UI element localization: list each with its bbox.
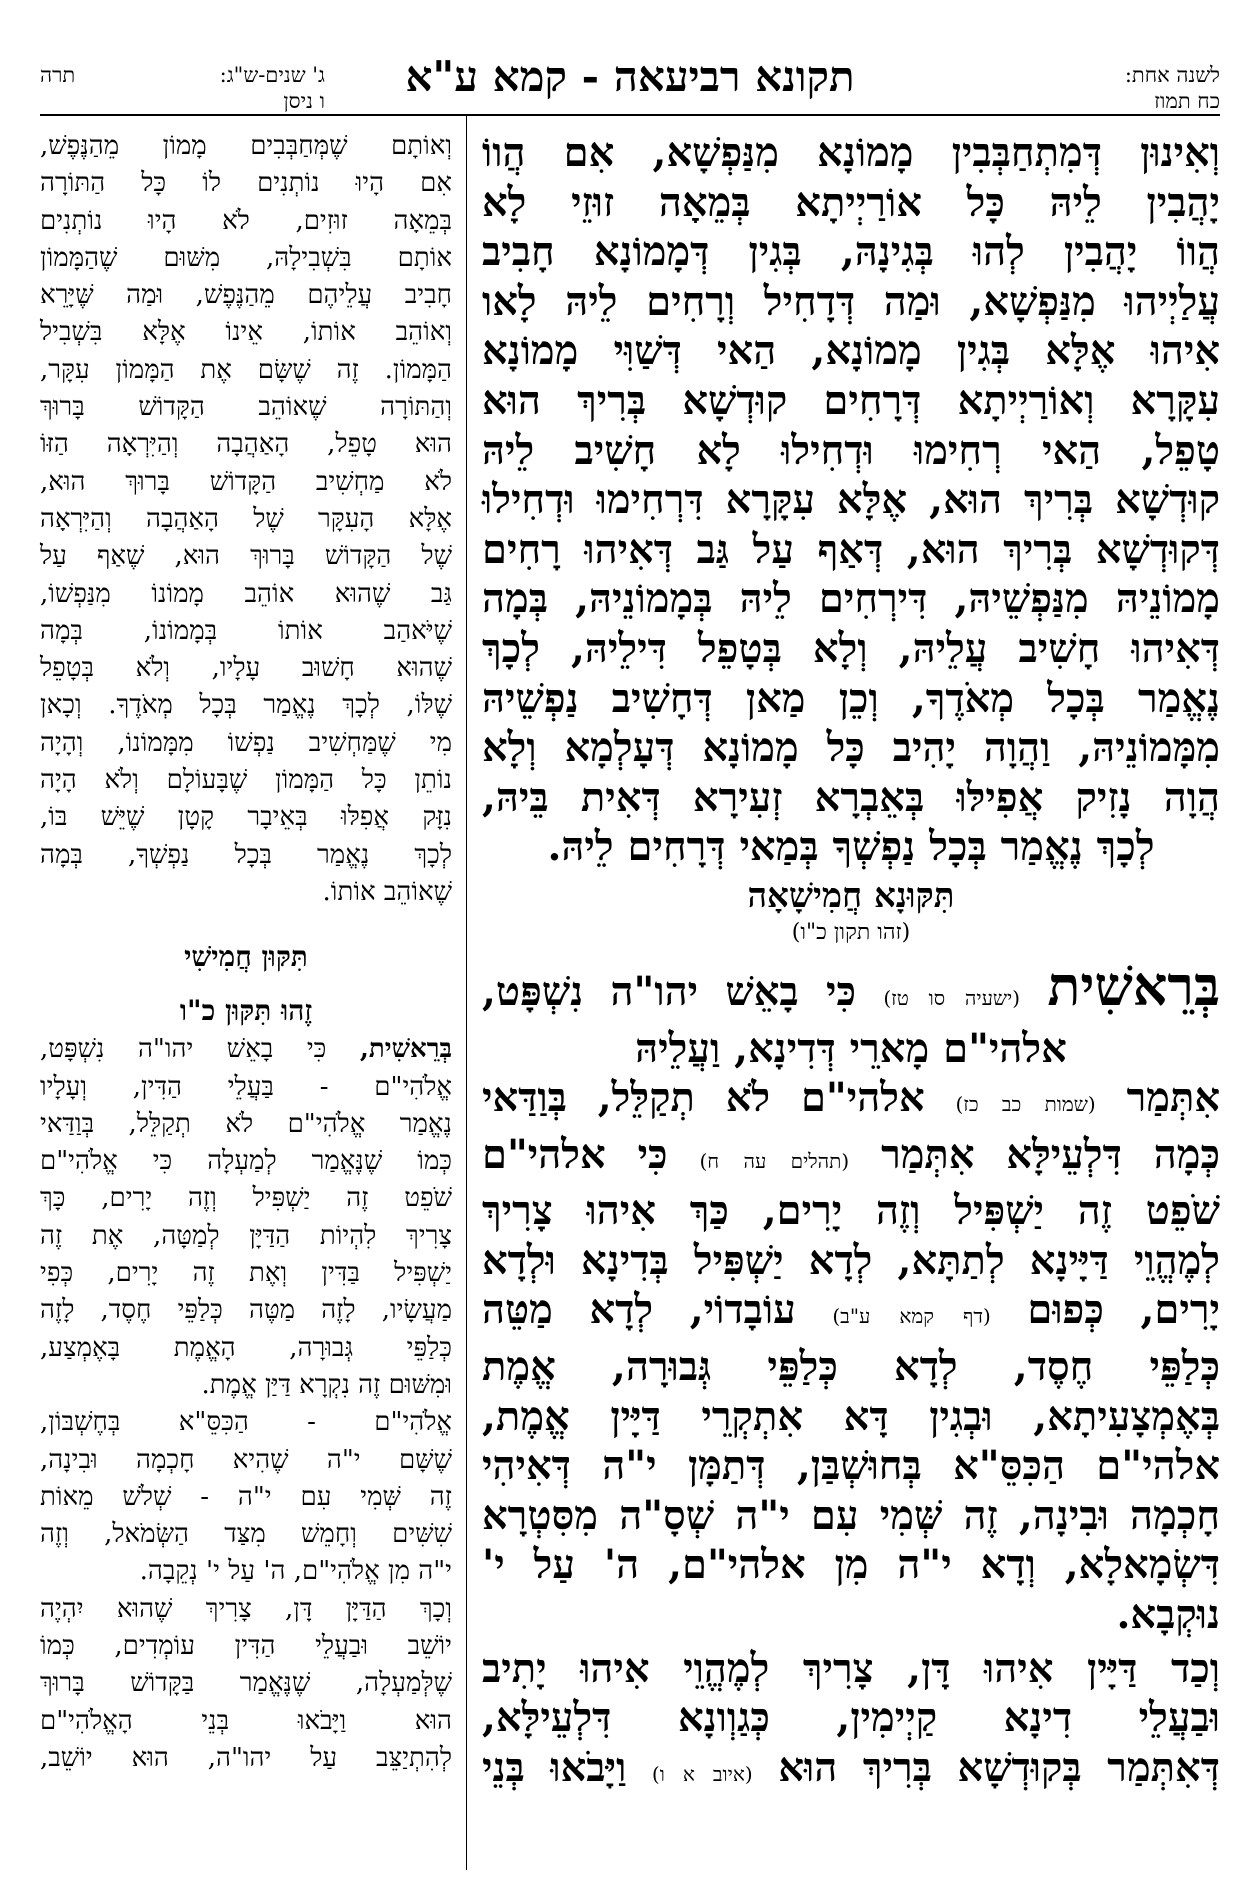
- commentary-line: שִׁשִּׁים וְחָמֵשׁ מִצַּד הַשְּׂמֹאל, וְזֶה: [40, 1519, 452, 1550]
- verse-reference: (שמות כב כז): [955, 1092, 1096, 1117]
- commentary-line: הַמָּמוֹן. זֶה שֶׁשָּׂם אֶת הַמָּמוֹן עִקָּר,: [40, 354, 452, 385]
- commentary-paragraph-1: [40, 128, 452, 911]
- header-schedule-one-year-date: כח תמוז: [1154, 89, 1220, 113]
- opening-word: בְּרֵאשִׁית,: [359, 1034, 452, 1065]
- main-line: דְּאִיהוּ חָשִׁיב עֲלֵיהּ, וְלָא בְּטָפֵל דִּילֵיהּ, לְכָךְ: [482, 624, 1220, 672]
- commentary-line: אִם הָיוּ נוֹתְנִים לוֹ כָּל הַתּוֹרָה: [40, 168, 452, 199]
- commentary-line: יַשְׁפִּיל בַּדִּין וְאֶת זֶה יָרִים, כְּפִי: [40, 1258, 452, 1289]
- header-page-number: [40, 62, 75, 88]
- main-line: דִּשְׂמָאלָא, וְדָא י"ה מִן אלהי"ם, ה' עַל י': [482, 1541, 1220, 1589]
- main-line-text: יָרִים, כְּפוּם: [1027, 1286, 1220, 1334]
- commentary-line: מִי שֶׁמַּחְשִׁיב נַפְשׁוֹ מִמָּמוֹנוֹ, וְהָיָה: [40, 727, 452, 758]
- commentary-line: נוֹתֵן כָּל הַמָּמוֹן שֶׁבָּעוֹלָם וְלֹא הָיָה: [40, 765, 452, 796]
- main-line: שֹׁפֵט זֶה יַשְׁפִּיל וְזֶה יָרִים, כַּךְ אִיהוּ צָרִיךְ: [482, 1187, 1220, 1235]
- commentary-line: נִזָּק אֲפִלּוּ בְּאֵיבָר קָטָן שֶׁיֵּשׁ בּוֹ,: [40, 802, 452, 833]
- commentary-line: לְהִתְיַצֵּב עַל יהו"ה, הוּא יוֹשֵׁב,: [40, 1742, 452, 1773]
- verse-reference: (איוב א ו): [651, 1761, 753, 1786]
- commentary-line: שֶׁיֹּאהַב אוֹתוֹ בְּמָמוֹנוֹ, בְּמָה: [40, 615, 452, 646]
- commentary-line: אוֹתָם בִּשְׁבִילָהּ, מִשּׁוּם שֶׁהַמָּמוֹן: [40, 242, 452, 273]
- commentary-line: שֶׁל הַקָּדוֹשׁ בָּרוּךְ הוּא, שֶׁאַף עַל: [40, 541, 452, 572]
- verse-reference: (ישעיה סו טז): [883, 985, 1021, 1010]
- main-line: וְאִינוּן דְּמִתְחַבְּבִין מָמוֹנָא מִנַּפְשָׁא, אִם הֲווֹ: [482, 129, 1220, 176]
- header-schedule-three-years: [140, 62, 325, 114]
- commentary-column: [40, 128, 452, 1777]
- main-line: כְּלַפֵּי חֶסֶד, לְדָא כְּלַפֵּי גְּבוּרָה, אֱמֶת: [482, 1343, 1220, 1391]
- page-title: תקונא רביעאה - קמא ע"א: [405, 52, 855, 101]
- main-line: דְּקוּדְשָׁא בְּרִיךְ הוּא, דְּאַף עַל גַּב דְּאִיהוּ רָחִים: [482, 525, 1220, 573]
- main-line: [482, 1285, 1220, 1342]
- main-line: וּבַעֲלֵי דִינָא קַיְימִין, כְּגַוְונָא דִּלְעֵילָּא,: [482, 1694, 1220, 1742]
- header-schedule-one-year-label: לשנה אחת:: [1124, 63, 1220, 87]
- main-line: בְּאֶמְצָעִיתָא, וּבְגִין דָּא אִתְקְרֵי דַּיָּין אֱמֶת,: [482, 1392, 1220, 1440]
- main-line: מָמוֹנֵיהּ מִנַּפְשֵׁיהּ, דִּירְחִים לֵיהּ בְּמָמוֹנֵיהּ, בְּמָה: [482, 575, 1220, 623]
- commentary-line: שֹׁפֵט זֶה יַשְׁפִּיל וְזֶה יָרִים, כָּךְ: [40, 1183, 452, 1214]
- commentary-section-subtitle: זֶהוּ תִּקּוּן כ"ו: [179, 994, 313, 1028]
- main-line: טָפֵל, הַאי רְחִימוּ וּדְחִילוּ לָא חָשִׁיב לֵיהּ: [482, 426, 1220, 474]
- commentary-line-text: כִּי בָאֵשׁ יהו"ה נִשְׁפָּט,: [40, 1034, 360, 1065]
- header-page-number-text: תרה: [40, 63, 76, 87]
- main-line: אִיהוּ אֶלָּא בְּגִין מָמוֹנָא, הַאי דְּשַׁוִּי מָמוֹנָא: [482, 327, 1220, 375]
- commentary-line: הוּא טָפֵל, הָאַהֲבָה וְהַיִּרְאָה הַזּוֹ: [40, 429, 452, 460]
- main-line: חָכְמָה וּבִינָה, זֶה שְּׁמִי עִם י"ה שְׁסָ"ה מִסִּטְרָא: [482, 1491, 1220, 1539]
- commentary-line: שֶׁלְּמַעְלָה, שֶׁנֶּאֱמַר בַּקָּדוֹשׁ בָּרוּךְ: [40, 1668, 452, 1699]
- commentary-line: אֶלָּא הָעִקָּר שֶׁל הָאַהֲבָה וְהַיִּרְאָה: [40, 503, 452, 534]
- commentary-line: אֱלֹהִי"ם - בַּעֲלֵי הַדִּין, וְעָלָיו: [40, 1071, 452, 1102]
- commentary-line: חָבִיב עֲלֵיהֶם מֵהַנֶּפֶשׁ, וּמַה שֶּׁיָּרֵא: [40, 280, 452, 311]
- main-line-text: וַיָּבֹאוּ בְּנֵי: [482, 1743, 627, 1791]
- commentary-section-title: תִּקּוּן חֲמִישִׁי: [184, 940, 308, 974]
- commentary-line: וְאוֹהֵב אוֹתוֹ, אֵינוֹ אֶלָּא בִּשְׁבִיל: [40, 317, 452, 348]
- main-line: עִקָּרָא וְאוֹרַיְיתָא דְּרָחִים קוּדְשָׁא בְּרִיךְ הוּא: [482, 376, 1220, 424]
- commentary-line: צָרִיךְ לִהְיוֹת הַדַּיָּן לְמַטָּה, אֶת זֶה: [40, 1220, 452, 1251]
- main-paragraph-2: [482, 953, 1221, 1640]
- commentary-line: לֹא מַחְשִׁיב הַקָּדוֹשׁ בָּרוּךְ הוּא,: [40, 466, 452, 497]
- header-schedule-one-year: [1020, 62, 1220, 114]
- commentary-line: נֶאֱמַר אֱלֹהִי"ם לֹא תְקַלֵּל, בְּוַדַּאי: [40, 1108, 452, 1139]
- commentary-line: יוֹשֵׁב וּבַעֲלֵי הַדִּין עוֹמְדִים, כְּמוֹ: [40, 1630, 452, 1661]
- main-line-text: כְּמָה דִּלְעֵילָּא אִתְּמַר: [881, 1130, 1220, 1178]
- section-title: תִּקּוּנָא חֲמִישָׁאָה: [747, 875, 955, 916]
- main-line: עֲלַיְיהוּ מִנַּפְשָׁא, וּמַה דְּדָחִיל וְרָחִים לֵיהּ לָאו: [482, 277, 1220, 325]
- main-line: [482, 1743, 1220, 1800]
- main-line: יָהֲבִין לֵיהּ כָּל אוֹרַיְיתָא בְּמֵאָה זוּזֵי לָא: [482, 178, 1220, 226]
- main-line: וְכַד דַּיָּין אִיהוּ דָּן, צָרִיךְ לְמֶהֱוֵי אִיהוּ יָתִיב: [482, 1644, 1220, 1692]
- main-line: [482, 953, 1220, 1024]
- main-line: קוּדְשָׁא בְּרִיךְ הוּא, אֶלָּא עִקָּרָא דִּרְחִימוּ וּדְחִילוּ: [482, 476, 1220, 524]
- header-schedule-three-years-date: ו ניסן: [283, 89, 325, 113]
- main-line: לְמֶהֱוֵי דַּיָּינָא לְתַתָּא, לְדָא יַשְׁפִּיל בְּדִינָא וּלְדָא: [482, 1236, 1220, 1284]
- commentary-line: י"ה מִן אֱלֹהִי"ם, ה' עַל י' נְקֵבָה.: [139, 1556, 452, 1587]
- page-reference: (דף קמא ע"ב): [832, 1304, 991, 1329]
- commentary-line: וְהַתּוֹרָה שֶׁאוֹהֵב הַקָּדוֹשׁ בָּרוּךְ: [40, 392, 452, 423]
- main-line: נֶאֱמַר בְּכָל מְאֹדֶךָ, וְכֵן מַאן דְּחָשִׁיב נַפְשֵׁיהּ: [482, 674, 1220, 722]
- commentary-line: לְכָךְ נֶאֱמַר בְּכָל נַפְשְׁךָ, בְּמָה: [40, 839, 452, 870]
- main-line-text: אלהי"ם לֹא תְקַלֵּל, בְּוַדַּאי: [482, 1074, 925, 1122]
- main-line: מִמָּמוֹנֵיהּ, וַהֲוָה יָהִיב כָּל מָמוֹנָא דְּעָלְמָא וְלָא: [482, 724, 1220, 772]
- main-line: [482, 1073, 1220, 1130]
- main-text-column: [482, 128, 1220, 1799]
- main-paragraph-1: [482, 128, 1220, 872]
- verse-reference: (תהלים עה ח): [699, 1148, 850, 1173]
- main-paragraph-3: [482, 1644, 1220, 1800]
- main-line: אלהי"ם הַכִּסֵּ"א בְּחוּשְׁבַּן, דְּתַמָּן י"ה דְּאִיהִי: [482, 1442, 1220, 1490]
- commentary-line: וְכָךְ הַדַּיָּן דָּן, צָרִיךְ שֶׁהוּא יִהְיֶה: [40, 1593, 452, 1624]
- main-line: אלהי"ם מָארֵי דְּדִינָא, וַעֲלֵיהּ: [635, 1024, 1067, 1072]
- commentary-line: וּמִשּׁוּם זֶה נִקְרָא דַּיַּן אֱמֶת.: [201, 1369, 452, 1400]
- commentary-line: כְּלַפֵּי גְּבוּרָה, הָאֱמֶת בָּאֶמְצַע,: [40, 1332, 452, 1363]
- commentary-paragraph-2: [40, 1031, 452, 1777]
- main-line: הֲוָה נָזִיק אֲפִילּוּ בְּאֵבְרָא זְעִירָא דְּאִית בֵּיהּ,: [482, 773, 1220, 821]
- main-line: נוּקְבָא.: [1116, 1591, 1220, 1639]
- commentary-line: [40, 1031, 452, 1068]
- main-line-text: דְּאִתְּמַר בְּקוּדְשָׁא בְּרִיךְ הוּא: [778, 1743, 1220, 1791]
- main-line-text: אִתְּמַר: [1126, 1074, 1221, 1122]
- main-line-text: עוֹבָדוֹי, לְדָא מַטֵּה: [482, 1286, 796, 1334]
- header-divider: [40, 114, 1220, 116]
- commentary-line: כְּמוֹ שֶׁנֶּאֱמַר לְמַעְלָה כִּי אֱלֹהִי"ם: [40, 1146, 452, 1177]
- main-line: לְכָךְ נֶאֱמַר בְּכָל נַפְשְׁךָ בְּמַאי דְּרָחִים לֵיהּ.: [547, 823, 1155, 871]
- commentary-line: גַּב שֶׁהוּא אוֹהֵב מָמוֹנוֹ מִנַּפְשׁוֹ,: [40, 578, 452, 609]
- header-schedule-three-years-label: ג' שנים-ש"ג:: [219, 63, 325, 87]
- commentary-line: הוּא וַיָּבֹאוּ בְּנֵי הָאֱלֹהִי"ם: [40, 1705, 452, 1736]
- main-line-text: כִּי אלהי"ם: [482, 1130, 668, 1178]
- commentary-line: שֶׁשָּׁם י"ה שֶׁהִיא חָכְמָה וּבִינָה,: [40, 1444, 452, 1475]
- main-line: [482, 1130, 1220, 1187]
- commentary-line: שֶׁאוֹהֵב אוֹתוֹ.: [322, 876, 452, 907]
- commentary-line: שֶׁהוּא חָשׁוּב עָלָיו, וְלֹא בְּטָפֵל: [40, 653, 452, 684]
- commentary-line: אֱלֹהִי"ם - הַכִּסֵּ"א בְּחֶשְׁבּוֹן,: [40, 1407, 452, 1438]
- commentary-line: וְאוֹתָם שֶׁמְּחַבְּבִים מָמוֹן מֵהַנֶּפֶשׁ,: [40, 131, 452, 161]
- main-line-text: כִּי בָאֵשׁ יהו"ה נִשְׁפָּט,: [482, 967, 857, 1015]
- opening-word: בְּרֵאשִׁית: [1047, 953, 1220, 1018]
- commentary-line: שֶׁלּוֹ, לְכָךְ נֶאֱמַר בְּכָל מְאֹדֶךָ. וְכָאן: [40, 690, 452, 721]
- commentary-line: בְּמֵאָה זוּזִים, לֹא הָיוּ נוֹתְנִים: [40, 205, 452, 236]
- commentary-line: זֶה שְּׁמִי עִם י"ה - שְׁלֹשׁ מֵאוֹת: [40, 1481, 452, 1512]
- page-header: [0, 0, 1260, 113]
- main-line: הֲווֹ יָהֲבִין לְהוּ בְּגִינָהּ, בְּגִין דְּמָמוֹנָא חָבִיב: [482, 228, 1220, 276]
- column-divider: [466, 116, 467, 1870]
- section-subtitle: (זהו תקון כ"ו): [791, 919, 911, 945]
- commentary-line: מַעֲשָׂיו, לָזֶה מַטֶּה כְּלַפֵּי חֶסֶד, לָזֶה: [40, 1295, 452, 1326]
